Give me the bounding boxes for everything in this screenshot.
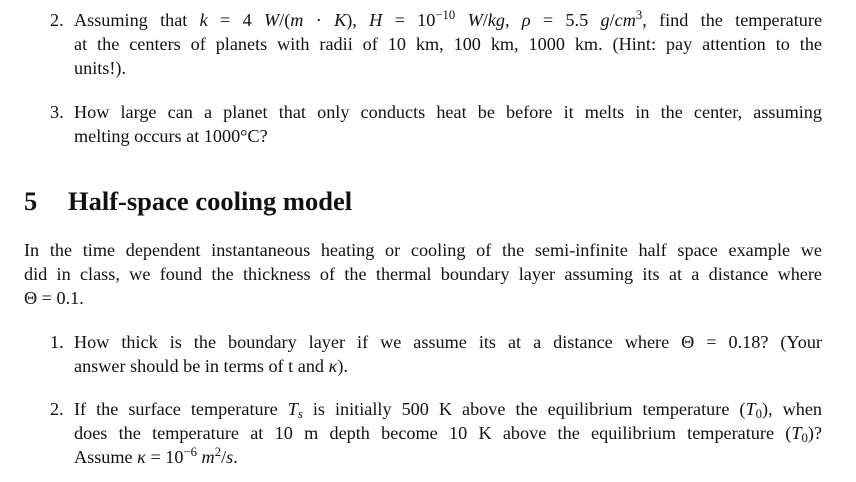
item-number: 1. [50,332,64,352]
item-number: 3. [50,102,64,122]
item-number: 2. [50,10,64,30]
item-line: Assuming that k = 4 W/(m · K), $H = 10^{-10}$ W/kg, ρ = 5.5 $g/cm^3$, find the temperature [74,8,823,30]
item-number: 2. [50,399,64,419]
item-line: melting occurs at 1000°C? [74,126,268,146]
item-line: answer should be in terms of t and κ). [74,356,348,376]
item-line: Assume $\kappa = 10^{-6}$ $m^2/s$. [74,445,238,467]
intro-paragraph [24,238,822,310]
exercise-item-2 [50,8,822,80]
item-line: does the temperature at 10 m depth become 10 K above the equilibrium temperature $(T_0)$? [74,423,822,446]
section-heading [24,184,352,218]
paragraph-line: In the time dependent instantaneous heating or cooling of the semi-infinite half space example we [24,240,822,260]
question-item-2 [50,397,822,469]
section-number: 5 [24,186,38,216]
exercise-item-3 [50,100,822,148]
item-line: How large can a planet that only conducts heat be before it melts in the center, assuming [74,102,822,122]
item-text [74,8,822,80]
item-line: units!). [74,58,127,78]
item-line: at the centers of planets with radii of 10 km, 100 km, 1000 km. (Hint: pay attention to the [74,34,822,54]
paragraph-line: Θ = 0.1. [24,288,84,308]
paragraph-line: did in class, we found the thickness of the thermal boundary layer assuming its at a distance where [24,264,822,284]
item-text [74,100,822,148]
section-title: Half-space cooling model [68,186,353,216]
question-item-1 [50,330,822,378]
item-text [74,397,822,469]
item-line: If the surface temperature $T_s$ is initially 500 K above the equilibrium temperature $(T_0)$, when [74,399,822,422]
item-text [74,330,822,378]
item-line: How thick is the boundary layer if we assume its at a distance where Θ = 0.18? (Your [74,332,822,352]
